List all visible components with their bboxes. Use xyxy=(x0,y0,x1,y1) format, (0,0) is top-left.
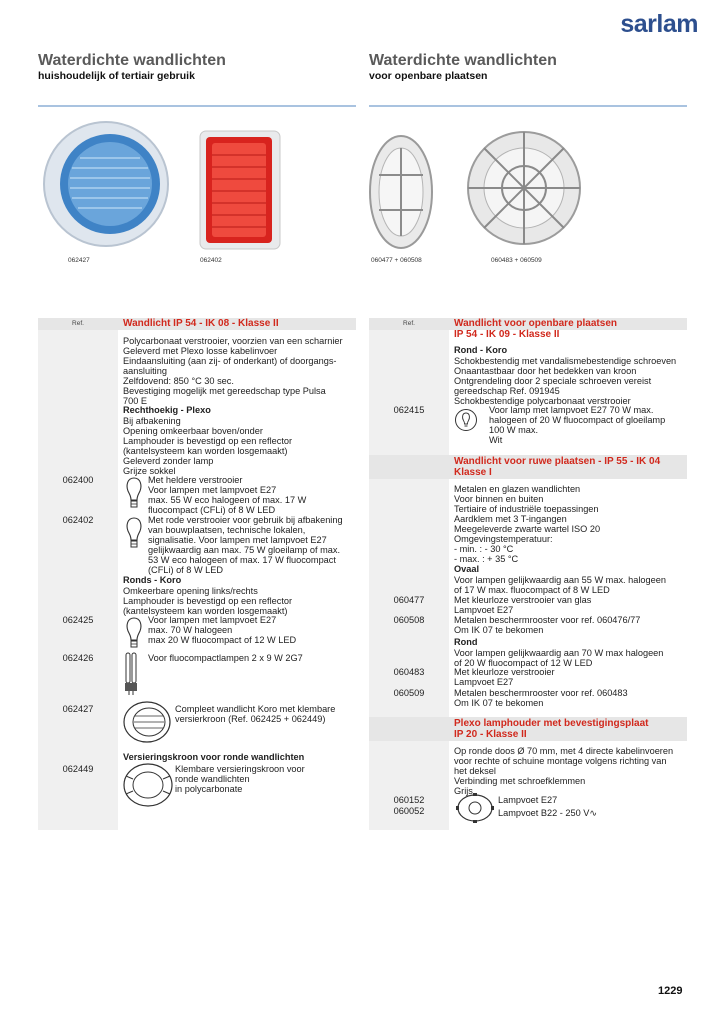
right-product-title: Plexo lamphouder met bevestigingsplaat IP 20 - Klasse II xyxy=(454,718,649,740)
item-description: Metalen beschermrooster voor ref. 060476/77 Om IK 07 te bekomen xyxy=(454,615,641,635)
page-number: 1229 xyxy=(658,985,683,997)
product-code: 060052 xyxy=(393,806,425,816)
left-section-head: Ronds - Koro xyxy=(123,575,182,585)
bulb-icon xyxy=(124,516,144,550)
right-section-text: Schokbestendig met vandalismebestendige schroeven Onaantastbaar door het bedekken van kroon Ontgrendeling door 2 speciale schroeven vereist gereedschap Ref. 091945 Schokbestendige polycarbonaat verstrooier xyxy=(454,356,677,406)
item-description: Met kleurloze verstrooier Lampvoet E27 xyxy=(454,667,555,687)
round-wall-light-blue-photo xyxy=(36,118,176,258)
right-ref-label: Ref. xyxy=(403,320,415,327)
product-code: 062400 xyxy=(62,475,94,485)
right-header-rule xyxy=(369,105,687,107)
right-section-text: Op ronde doos Ø 70 mm, met 4 directe kabelinvoeren voor rechte of schuine montage volgens richting van het deksel Verbinding met schroefklemmen Grijs xyxy=(454,746,674,796)
product-code: 062415 xyxy=(393,405,425,415)
oval-caged-light-photo xyxy=(366,130,436,256)
lampholder-icon xyxy=(456,793,494,823)
item-description: Voor lamp met lampvoet E27 70 W max. halogeen of 20 W fluocompact of gloeilamp 100 W max. Wit xyxy=(489,405,666,445)
right-section-head: Ovaal xyxy=(454,564,480,574)
product-code: 060152 xyxy=(393,795,425,805)
product-code: 060483 xyxy=(393,667,425,677)
left-product-title: Wandlicht IP 54 - IK 08 - Klasse II xyxy=(123,318,279,329)
bulb-icon xyxy=(124,616,144,650)
item-description: Lampvoet B22 - 250 V∿ xyxy=(498,808,598,818)
fluorescent-lamp-icon xyxy=(124,652,138,696)
product-code: 060477 xyxy=(393,595,425,605)
left-ref-label: Ref. xyxy=(72,320,84,327)
product-code: 062449 xyxy=(62,764,94,774)
left-ref-column xyxy=(38,330,118,830)
product-code: 062402 xyxy=(62,515,94,525)
item-description: Met rode verstrooier voor gebruik bij afbakening van bouwplaatsen, technische lokalen, signalisatie. Voor lampen met lampvoet E27 gelijkwaardig aan max. 75 W gloeilamp of max. 53 W eco halogeen of max. 17 W fluocompact (CFLi) of 8 W LED xyxy=(148,515,343,575)
left-header-rule xyxy=(38,105,356,107)
photo-ref: 060477 + 060508 xyxy=(371,257,422,264)
photo-ref: 062427 xyxy=(68,257,90,264)
right-section-head: Rond - Koro xyxy=(454,345,508,355)
left-section-head: Versieringskroon voor ronde wandlichten xyxy=(123,752,305,762)
item-description: Metalen beschermrooster voor ref. 060483 Om IK 07 te bekomen xyxy=(454,688,628,708)
item-description: Voor fluocompactlampen 2 x 9 W 2G7 xyxy=(148,653,303,663)
product-code: 062425 xyxy=(62,615,94,625)
left-section-head: Rechthoekig - Plexo xyxy=(123,405,211,415)
right-section-text: Voor lampen gelijkwaardig aan 55 W max. halogeen of 17 W max. fluocompact of 8 W LED xyxy=(454,575,666,595)
left-intro-text: Polycarbonaat verstrooier, voorzien van een scharnier Geleverd met Plexo losse kabelinvoer Eindaansluiting (aan zij- of onderkant) of doorgangs- aansluiting Zelfdovend: 850 °C 30 sec. Bevestiging mogelijk met gereedschap type Pulsa 700 E xyxy=(123,336,343,406)
right-section-text: Voor lampen gelijkwaardig aan 70 W max halogeen of 20 W fluocompact of 12 W LED xyxy=(454,648,664,668)
brand-logo: sarlam xyxy=(620,10,698,38)
product-code: 060508 xyxy=(393,615,425,625)
product-code: 060509 xyxy=(393,688,425,698)
left-section-text: Bij afbakening Opening omkeerbaar boven/onder Lamphouder is bevestigd op een reflector (kantelsysteem kan worden losgemaakt) Geleverd zonder lamp Grijze sokkel xyxy=(123,416,293,476)
right-header-title: Waterdichte wandlichten xyxy=(369,52,557,69)
item-description: Compleet wandlicht Koro met klembare versierkroon (Ref. 062425 + 062449) xyxy=(175,704,336,724)
photo-ref: 062402 xyxy=(200,257,222,264)
right-section-head: Rond xyxy=(454,637,478,647)
item-description: Met kleurloze verstrooier van glas Lampvoet E27 xyxy=(454,595,592,615)
decorative-crown-icon xyxy=(122,762,174,808)
right-section-text: Metalen en glazen wandlichten Voor binnen en buiten Tertiaire of industriële toepassingen Aardklem met 3 T-ingangen Meegeleverde zwarte wartel ISO 20 Omgevingstemperatuur: - min. : - 30 °C - max. : + 35 °C xyxy=(454,484,601,564)
product-code: 062426 xyxy=(62,653,94,663)
round-wall-light-icon xyxy=(122,700,172,744)
photo-ref: 060483 + 060509 xyxy=(491,257,542,264)
right-product-title: Wandlicht voor ruwe plaatsen - IP 55 - IK 04 Klasse I xyxy=(454,456,661,478)
left-header-subtitle: huishoudelijk of tertiair gebruik xyxy=(38,70,195,82)
bulb-symbol-icon xyxy=(454,408,478,434)
left-header-title: Waterdichte wandlichten xyxy=(38,52,226,69)
right-header-subtitle: voor openbare plaatsen xyxy=(369,70,488,82)
item-description: Met heldere verstrooier Voor lampen met lampvoet E27 max. 55 W eco halogeen of max. 17 W fluocompact (CFLi) of 8 W LED xyxy=(148,475,307,515)
item-description: Voor lampen met lampvoet E27 max. 70 W halogeen max 20 W fluocompact of 12 W LED xyxy=(148,615,297,645)
right-product-title: Wandlicht voor openbare plaatsen IP 54 - IK 09 - Klasse II xyxy=(454,318,617,340)
left-section-text: Omkeerbare opening links/rechts Lamphouder is bevestigd op een reflector (kantelsysteem kan worden losgemaakt) xyxy=(123,586,293,616)
round-caged-light-photo xyxy=(464,128,584,256)
bulb-icon xyxy=(124,476,144,510)
product-code: 062427 xyxy=(62,704,94,714)
rectangular-wall-light-red-photo xyxy=(196,125,286,255)
item-description: Klembare versieringskroon voor ronde wandlichten in polycarbonate xyxy=(175,764,305,794)
item-description: Lampvoet E27 xyxy=(498,795,558,805)
